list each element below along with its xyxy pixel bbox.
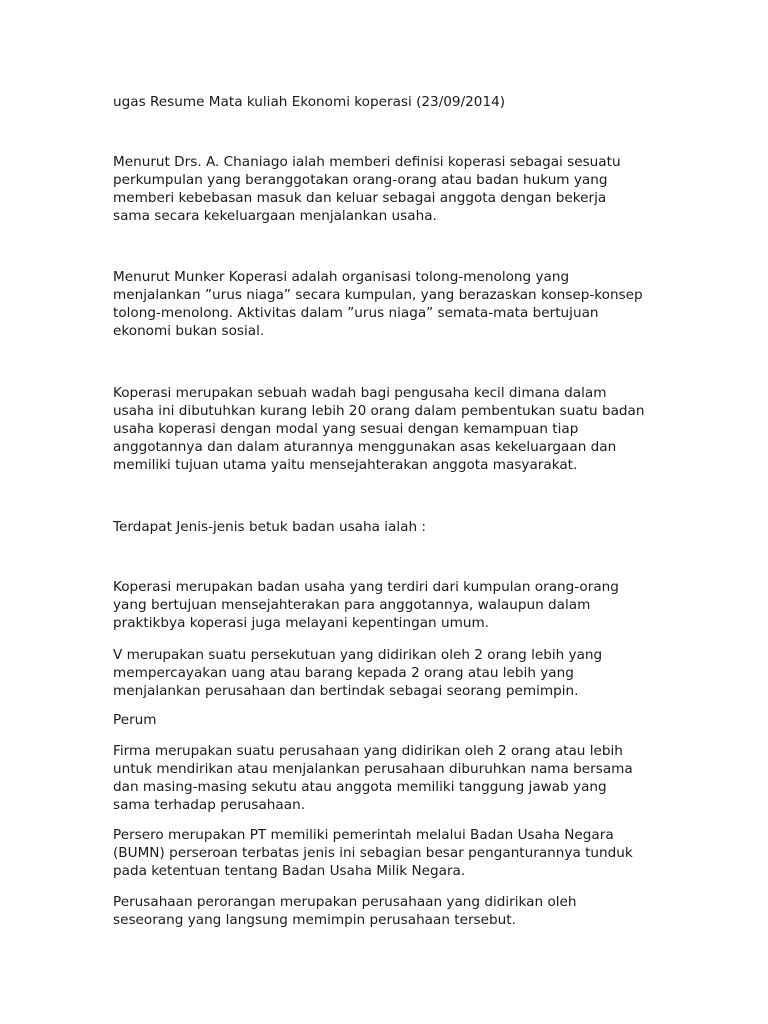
paragraph-koperasi-wadah: Koperasi merupakan sebuah wadah bagi pengusaha kecil dimana dalam usaha ini dibutuhkan kurang lebih 20 orang dalam pembentukan suatu badan usaha koperasi dengan modal yang sesuai dengan kemampuan tiap anggotannya dan dalam aturannya menggunakan asas kekeluargaan dan memiliki tujuan utama yaitu mensejahterakan anggota masyarakat. [113,385,645,473]
paragraph-perusahaan-perorangan: Perusahaan perorangan merupakan perusahaan yang didirikan oleh seseorang yang langsung memimpin perusahaan tersebut. [113,894,577,928]
paragraph-jenis-badan-usaha: Terdapat Jenis-jenis betuk badan usaha ialah : [113,519,426,535]
paragraph-persero: Persero merupakan PT memiliki pemerintah melalui Badan Usaha Negara (BUMN) perseroan terbatas jenis ini sebagian besar penganturannya tunduk pada ketentuan tentang Badan Usaha Milik Negara. [113,827,633,879]
paragraph-koperasi: Koperasi merupakan badan usaha yang terdiri dari kumpulan orang-orang yang bertujuan mensejahterakan para anggotannya, walaupun dalam praktikbya koperasi juga melayani kepentingan umum. [113,579,619,631]
paragraph-cv: V merupakan suatu persekutuan yang didirikan oleh 2 orang lebih yang mempercayakan uang atau barang kepada 2 orang atau lebih yang menjalankan perusahaan dan bertindak sebagai seorang pemimpin. [113,647,603,699]
paragraph-firma: Firma merupakan suatu perusahaan yang didirikan oleh 2 orang atau lebih untuk mendirikan atau menjalankan perusahaan diburuhkan nama bersama dan masing-masing sekutu atau anggota memiliki tanggung jawab yang sama terhadap perusahaan. [113,743,633,813]
document-title: ugas Resume Mata kuliah Ekonomi koperasi (23/09/2014) [113,94,506,110]
paragraph-definition-chaniago: Menurut Drs. A. Chaniago ialah memberi definisi koperasi sebagai sesuatu perkumpulan yang beranggotakan orang-orang atau badan hukum yang memberi kebebasan masuk dan keluar sebagai anggota dengan bekerja sama secara kekeluargaan menjalankan usaha. [113,154,621,224]
paragraph-perum: Perum [113,712,157,728]
paragraph-definition-munker: Menurut Munker Koperasi adalah organisasi tolong-menolong yang menjalankan ”urus niaga” secara kumpulan, yang berazaskan konsep-konsep tolong-menolong. Aktivitas dalam ”urus niaga” semata-mata bertujuan ekonomi bukan sosial. [113,269,643,339]
